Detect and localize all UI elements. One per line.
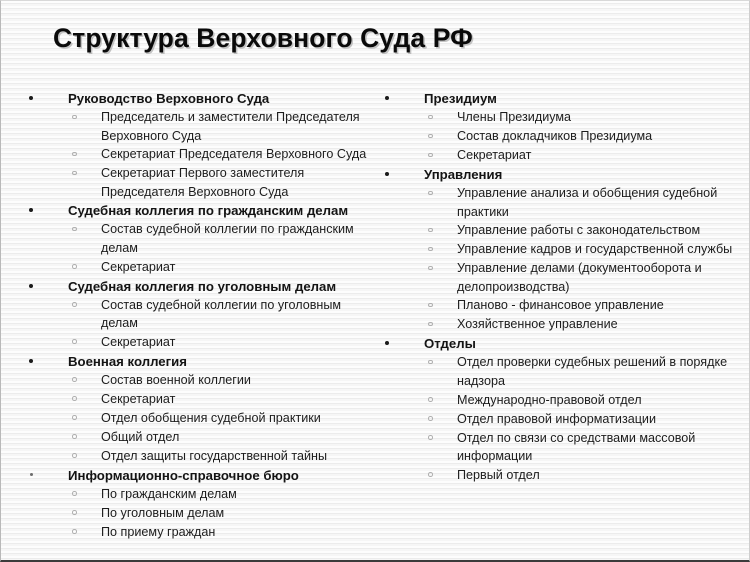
outline-item-label: Состав военной коллегии xyxy=(101,372,251,387)
outline-item-label: Секретариат xyxy=(101,391,176,406)
bullet-hollow-icon xyxy=(72,529,77,534)
outline-sub-item xyxy=(19,296,377,333)
page-title: Структура Верховного Суда РФ xyxy=(53,23,473,53)
outline-sub-item xyxy=(375,296,741,315)
outline-group-item xyxy=(375,89,741,108)
outline-sub-item xyxy=(19,447,377,466)
outline-item-label: Управление работы с законодательством xyxy=(457,223,701,238)
outline-item-label: Управления xyxy=(424,167,503,182)
outline-group-item xyxy=(375,334,741,353)
outline-sub-item xyxy=(19,504,377,523)
outline-group-item xyxy=(19,466,377,485)
outline-sub-item xyxy=(375,429,741,466)
outline-sub-item xyxy=(19,164,377,201)
outline-sub-item xyxy=(19,333,377,352)
outline-sub-item xyxy=(375,353,741,390)
outline-item-label: Секретариат Первого заместителя Председателя Верховного Суда xyxy=(101,166,305,199)
outline-item-label: Управление анализа и обобщения судебной практики xyxy=(457,186,718,219)
bullet-filled-icon xyxy=(29,96,33,100)
outline-sub-item xyxy=(375,146,741,165)
outline-group-item xyxy=(19,352,377,371)
bullet-hollow-icon xyxy=(72,227,77,232)
bullet-hollow-icon xyxy=(428,397,433,402)
outline-item-label: Отделы xyxy=(424,336,476,352)
outline-sub-item xyxy=(19,390,377,409)
outline-sub-item xyxy=(375,127,741,146)
bullet-filled-icon xyxy=(29,208,33,212)
bullet-hollow-icon xyxy=(428,115,433,120)
outline-sub-item xyxy=(19,409,377,428)
bullet-hollow-icon xyxy=(72,415,77,420)
outline-sub-item xyxy=(375,391,741,410)
outline-item-label: Состав докладчиков Президиума xyxy=(457,129,653,143)
outline-item-label: Управление делами (документооборота и делопроизводства) xyxy=(457,261,702,294)
outline-item-label: По гражданским делам xyxy=(101,486,237,501)
outline-group-item xyxy=(19,201,377,220)
bullet-hollow-icon xyxy=(428,435,433,440)
org-list-right-column xyxy=(375,89,741,485)
bullet-hollow-icon xyxy=(428,360,433,365)
bullet-hollow-icon xyxy=(428,153,433,158)
bullet-hollow-icon xyxy=(72,453,77,458)
bullet-filled-icon xyxy=(385,341,389,345)
outline-sub-item xyxy=(19,371,377,390)
outline-sub-item xyxy=(19,220,377,257)
bullet-hollow-icon xyxy=(72,434,77,439)
bullet-filled-icon xyxy=(29,359,33,363)
bullet-hollow-icon xyxy=(428,472,433,477)
bullet-hollow-icon xyxy=(428,322,433,327)
bullet-hollow-icon xyxy=(428,303,433,308)
outline-sub-item xyxy=(19,485,377,504)
outline-item-label: Отдел обобщения судебной практики xyxy=(101,410,321,425)
outline-item-label: Состав судебной коллегии по уголовным делам xyxy=(101,297,342,331)
outline-item-label: Состав судебной коллегии по гражданским делам xyxy=(101,222,354,255)
outline-sub-item xyxy=(375,259,741,296)
bullet-filled-icon xyxy=(385,172,389,176)
outline-sub-item xyxy=(375,221,741,240)
outline-item-label: Секретариат xyxy=(457,148,532,162)
outline-group-item xyxy=(19,277,377,296)
outline-item-label: Отдел проверки судебных решений в порядке надзора xyxy=(457,355,728,388)
bullet-hollow-icon xyxy=(72,302,77,307)
bullet-hollow-icon xyxy=(72,377,77,382)
outline-item-label: Первый отдел xyxy=(457,467,540,482)
outline-sub-item xyxy=(375,315,741,334)
outline-item-label: Отдел правовой информатизации xyxy=(457,411,657,426)
bullet-hollow-icon xyxy=(72,491,77,496)
outline-item-label: Общий отдел xyxy=(101,429,180,444)
outline-item-label: Председатель и заместители Председателя Верховного Суда xyxy=(101,110,360,143)
outline-item-label: Секретариат xyxy=(101,259,176,274)
bullet-hollow-icon xyxy=(428,247,433,252)
outline-sub-item xyxy=(19,258,377,277)
outline-item-label: По приему граждан xyxy=(101,524,216,539)
outline-item-label: Военная коллегия xyxy=(68,353,187,369)
bullet-filled-icon xyxy=(29,284,33,288)
outline-sub-item xyxy=(19,145,377,164)
bullet-hollow-icon xyxy=(72,396,77,401)
outline-item-label: Члены Президиума xyxy=(457,110,572,124)
bullet-hollow-icon xyxy=(72,152,77,157)
outline-group-item xyxy=(19,89,377,108)
outline-item-label: Отдел защиты государственной тайны xyxy=(101,448,328,463)
bullet-filled-icon xyxy=(30,473,33,476)
outline-item-label: Информационно-справочное бюро xyxy=(68,467,299,483)
outline-item-label: Международно-правовой отдел xyxy=(457,392,642,407)
bullet-hollow-icon xyxy=(72,264,77,269)
outline-sub-item xyxy=(375,410,741,429)
outline-item-label: Судебная коллегия по уголовным делам xyxy=(68,278,337,294)
org-list-left-column xyxy=(19,89,377,542)
outline-item-label: Судебная коллегия по гражданским делам xyxy=(68,203,349,219)
bullet-hollow-icon xyxy=(428,134,433,139)
bullet-hollow-icon xyxy=(72,339,77,344)
bullet-hollow-icon xyxy=(72,115,77,120)
outline-item-label: Отдел по связи со средствами массовой информации xyxy=(457,430,696,464)
outline-sub-item xyxy=(19,108,377,145)
outline-item-label: Управление кадров и государственной службы xyxy=(457,242,733,257)
outline-item-label: Руководство Верховного Суда xyxy=(68,91,270,106)
outline-sub-item xyxy=(375,184,741,221)
bullet-hollow-icon xyxy=(428,416,433,421)
bullet-filled-icon xyxy=(385,96,389,100)
bullet-hollow-icon xyxy=(428,266,433,271)
bullet-hollow-icon xyxy=(72,171,77,176)
outline-item-label: Президиум xyxy=(424,91,497,106)
outline-sub-item xyxy=(19,523,377,542)
bullet-hollow-icon xyxy=(428,191,433,196)
outline-item-label: Секретариат xyxy=(101,334,176,349)
outline-group-item xyxy=(375,165,741,184)
outline-item-label: Хозяйственное управление xyxy=(457,317,618,332)
outline-item-label: Секретариат Председателя Верховного Суда xyxy=(101,147,367,162)
bullet-hollow-icon xyxy=(428,228,433,233)
outline-item-label: Планово - финансовое управление xyxy=(457,298,664,313)
outline-sub-item xyxy=(375,108,741,127)
outline-sub-item xyxy=(375,240,741,259)
outline-sub-item xyxy=(19,428,377,447)
outline-sub-item xyxy=(375,466,741,485)
bullet-hollow-icon xyxy=(72,510,77,515)
outline-item-label: По уголовным делам xyxy=(101,505,225,520)
